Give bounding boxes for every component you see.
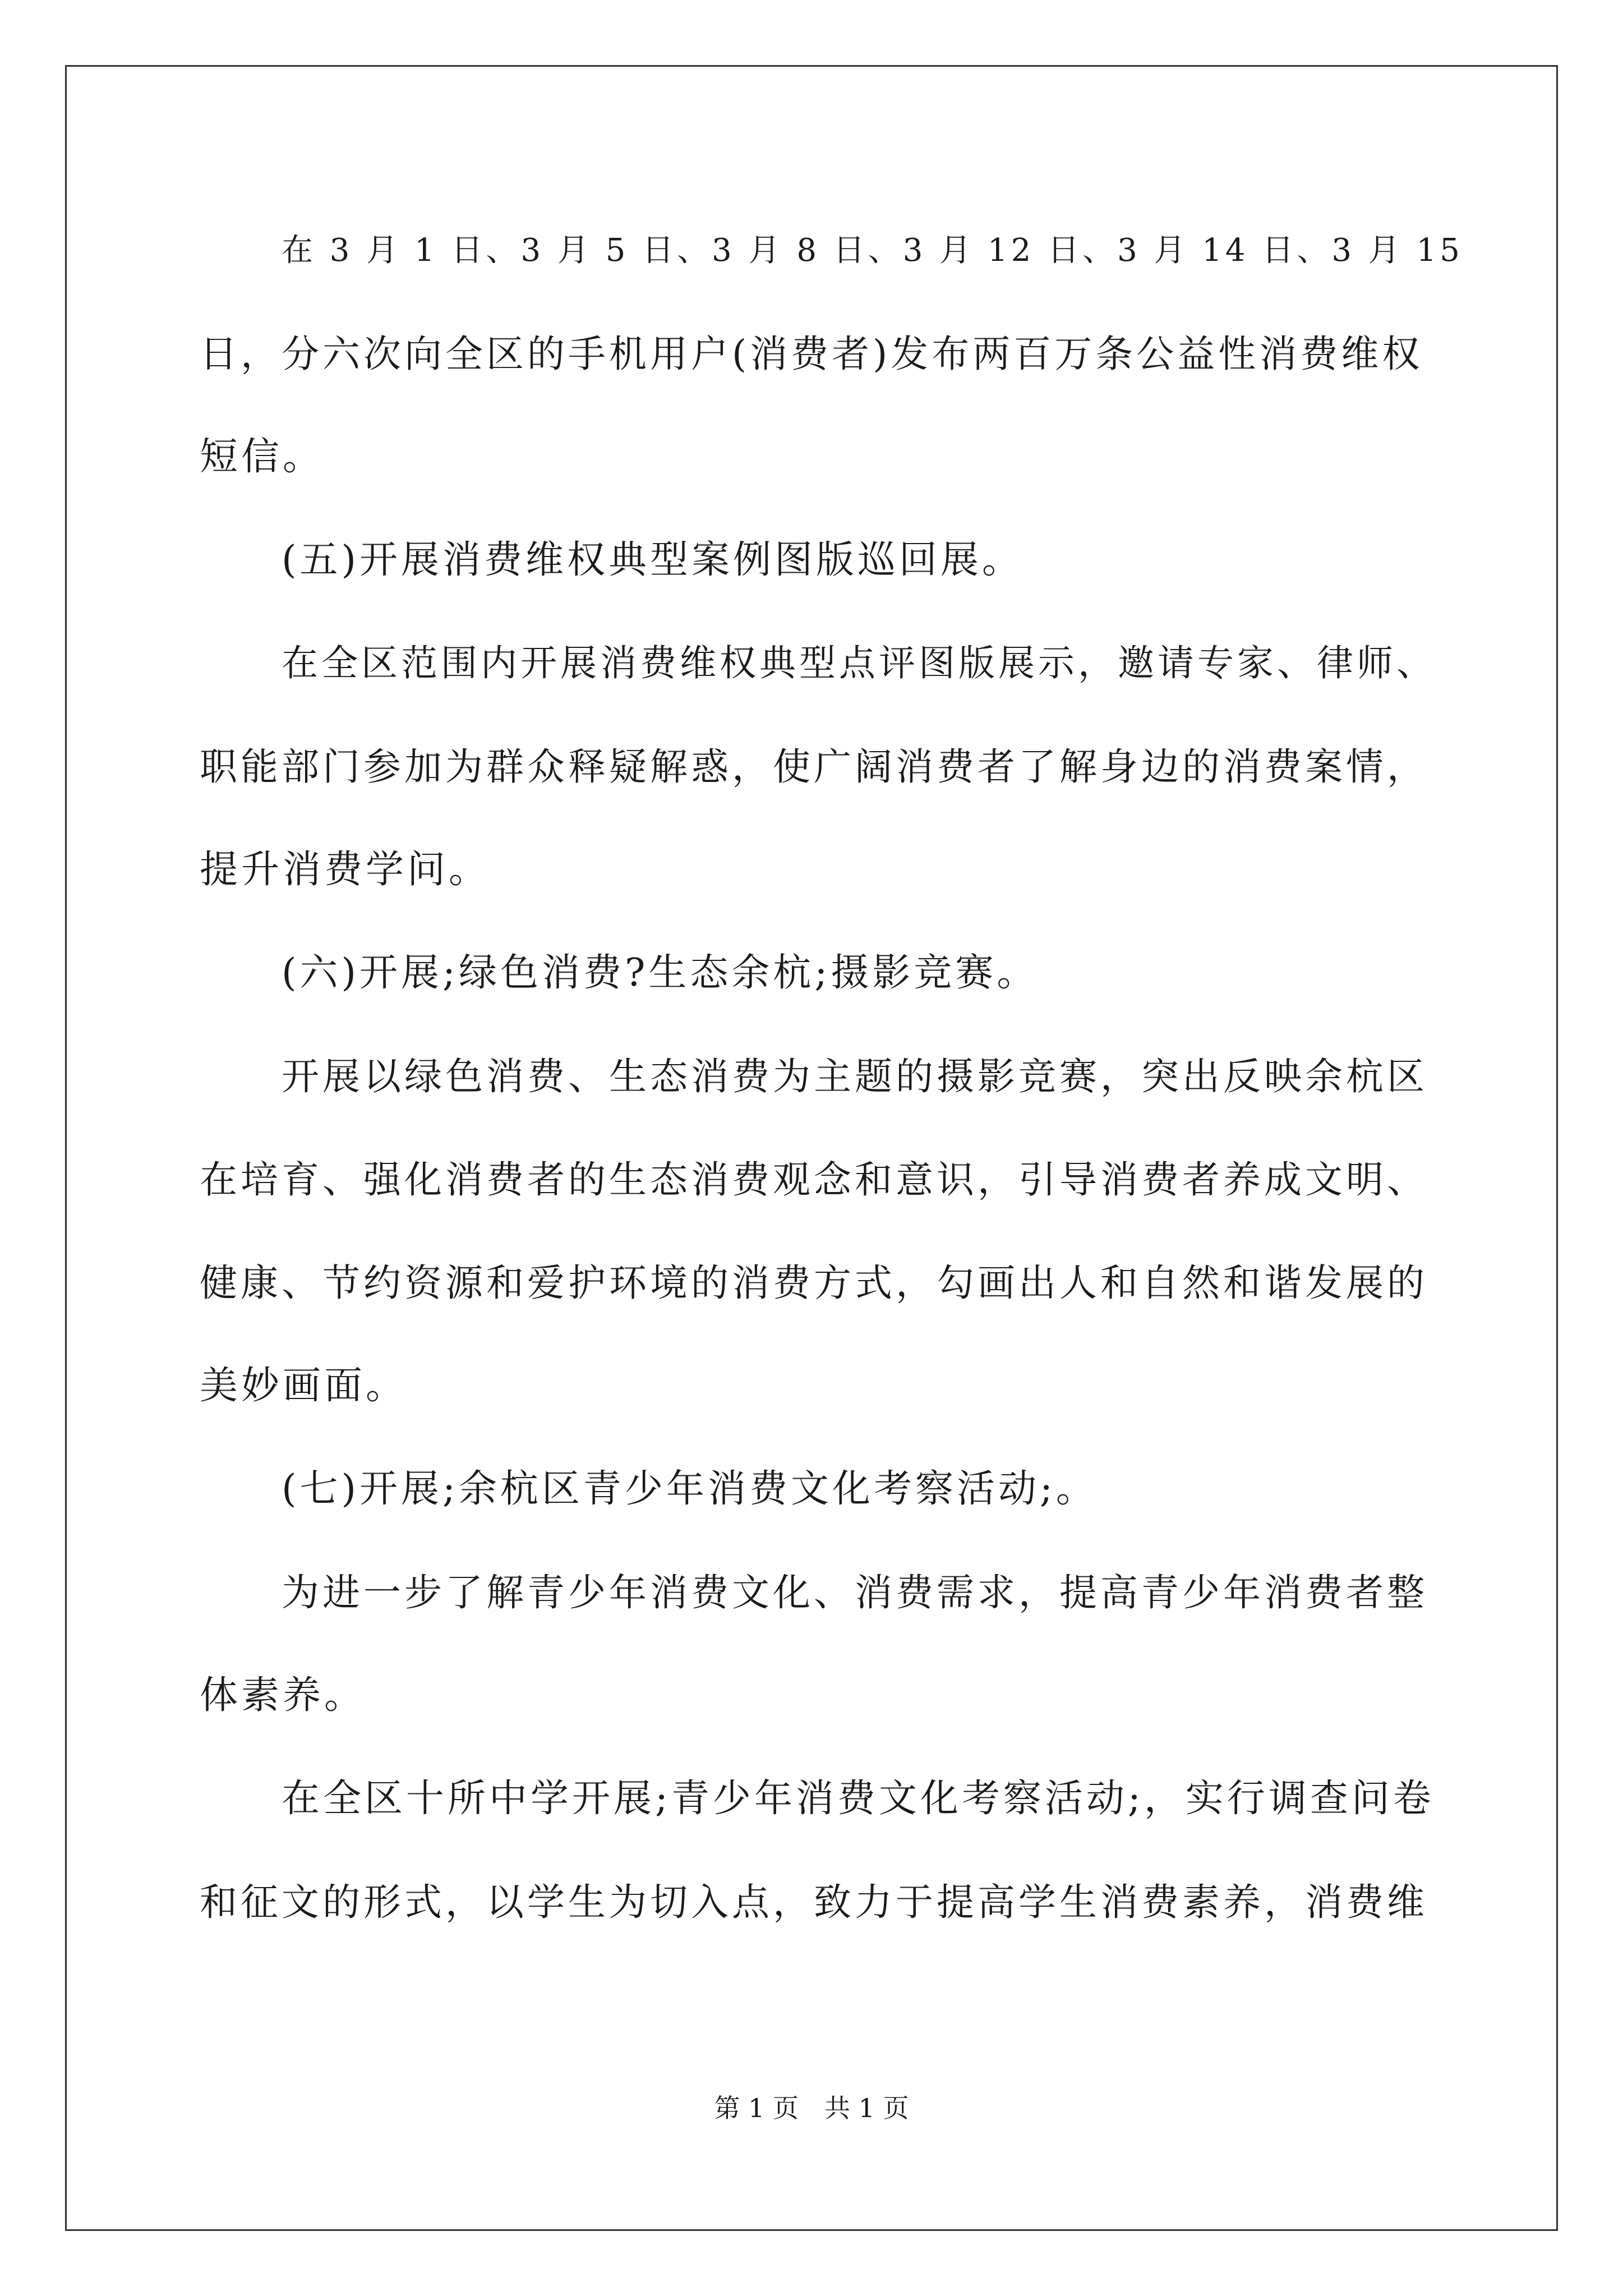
section-heading-6: (六)开展;绿色消费?生态余杭;摄影竞赛。 <box>282 951 1039 995</box>
body-line-5: 在全区范围内开展消费维权典型点评图版展示，邀请专家、律师、 <box>282 642 1437 684</box>
body-line-11: 健康、节约资源和爱护环境的消费方式，勾画出人和自然和谐发展的 <box>200 1261 1428 1305</box>
body-line-2: 日，分六次向全区的手机用户(消费者)发布两百万条公益性消费维权 <box>200 332 1423 376</box>
body-line-1: 在 3 月 1 日、3 月 5 日、3 月 8 日、3 月 12 日、3 月 14 日、3 月 15 <box>282 232 1463 269</box>
body-line-10: 在培育、强化消费者的生态消费观念和意识，引导消费者养成文明、 <box>200 1158 1428 1202</box>
body-line-15: 体素养。 <box>200 1673 366 1718</box>
body-line-3: 短信。 <box>200 435 325 479</box>
body-line-9: 开展以绿色消费、生态消费为主题的摄影竞赛，突出反映余杭区 <box>282 1055 1428 1098</box>
body-line-12: 美妙画面。 <box>200 1364 408 1408</box>
section-heading-7: (七)开展;余杭区青少年消费文化考察活动;。 <box>282 1467 1098 1511</box>
body-line-17: 和征文的形式，以学生为切入点，致力于提高学生消费素养，消费维 <box>200 1880 1428 1924</box>
body-line-16: 在全区十所中学开展;青少年消费文化考察活动;，实行调查问卷 <box>282 1777 1435 1821</box>
body-line-14: 为进一步了解青少年消费文化、消费需求，提高青少年消费者整 <box>282 1571 1428 1614</box>
body-line-7: 提升消费学问。 <box>200 848 491 892</box>
body-line-6: 职能部门参加为群众释疑解惑，使广阔消费者了解身边的消费案情， <box>200 745 1428 789</box>
section-heading-5: (五)开展消费维权典型案例图版巡回展。 <box>282 538 1024 582</box>
page-number-footer: 第 1 页 共 1 页 <box>714 2093 909 2123</box>
